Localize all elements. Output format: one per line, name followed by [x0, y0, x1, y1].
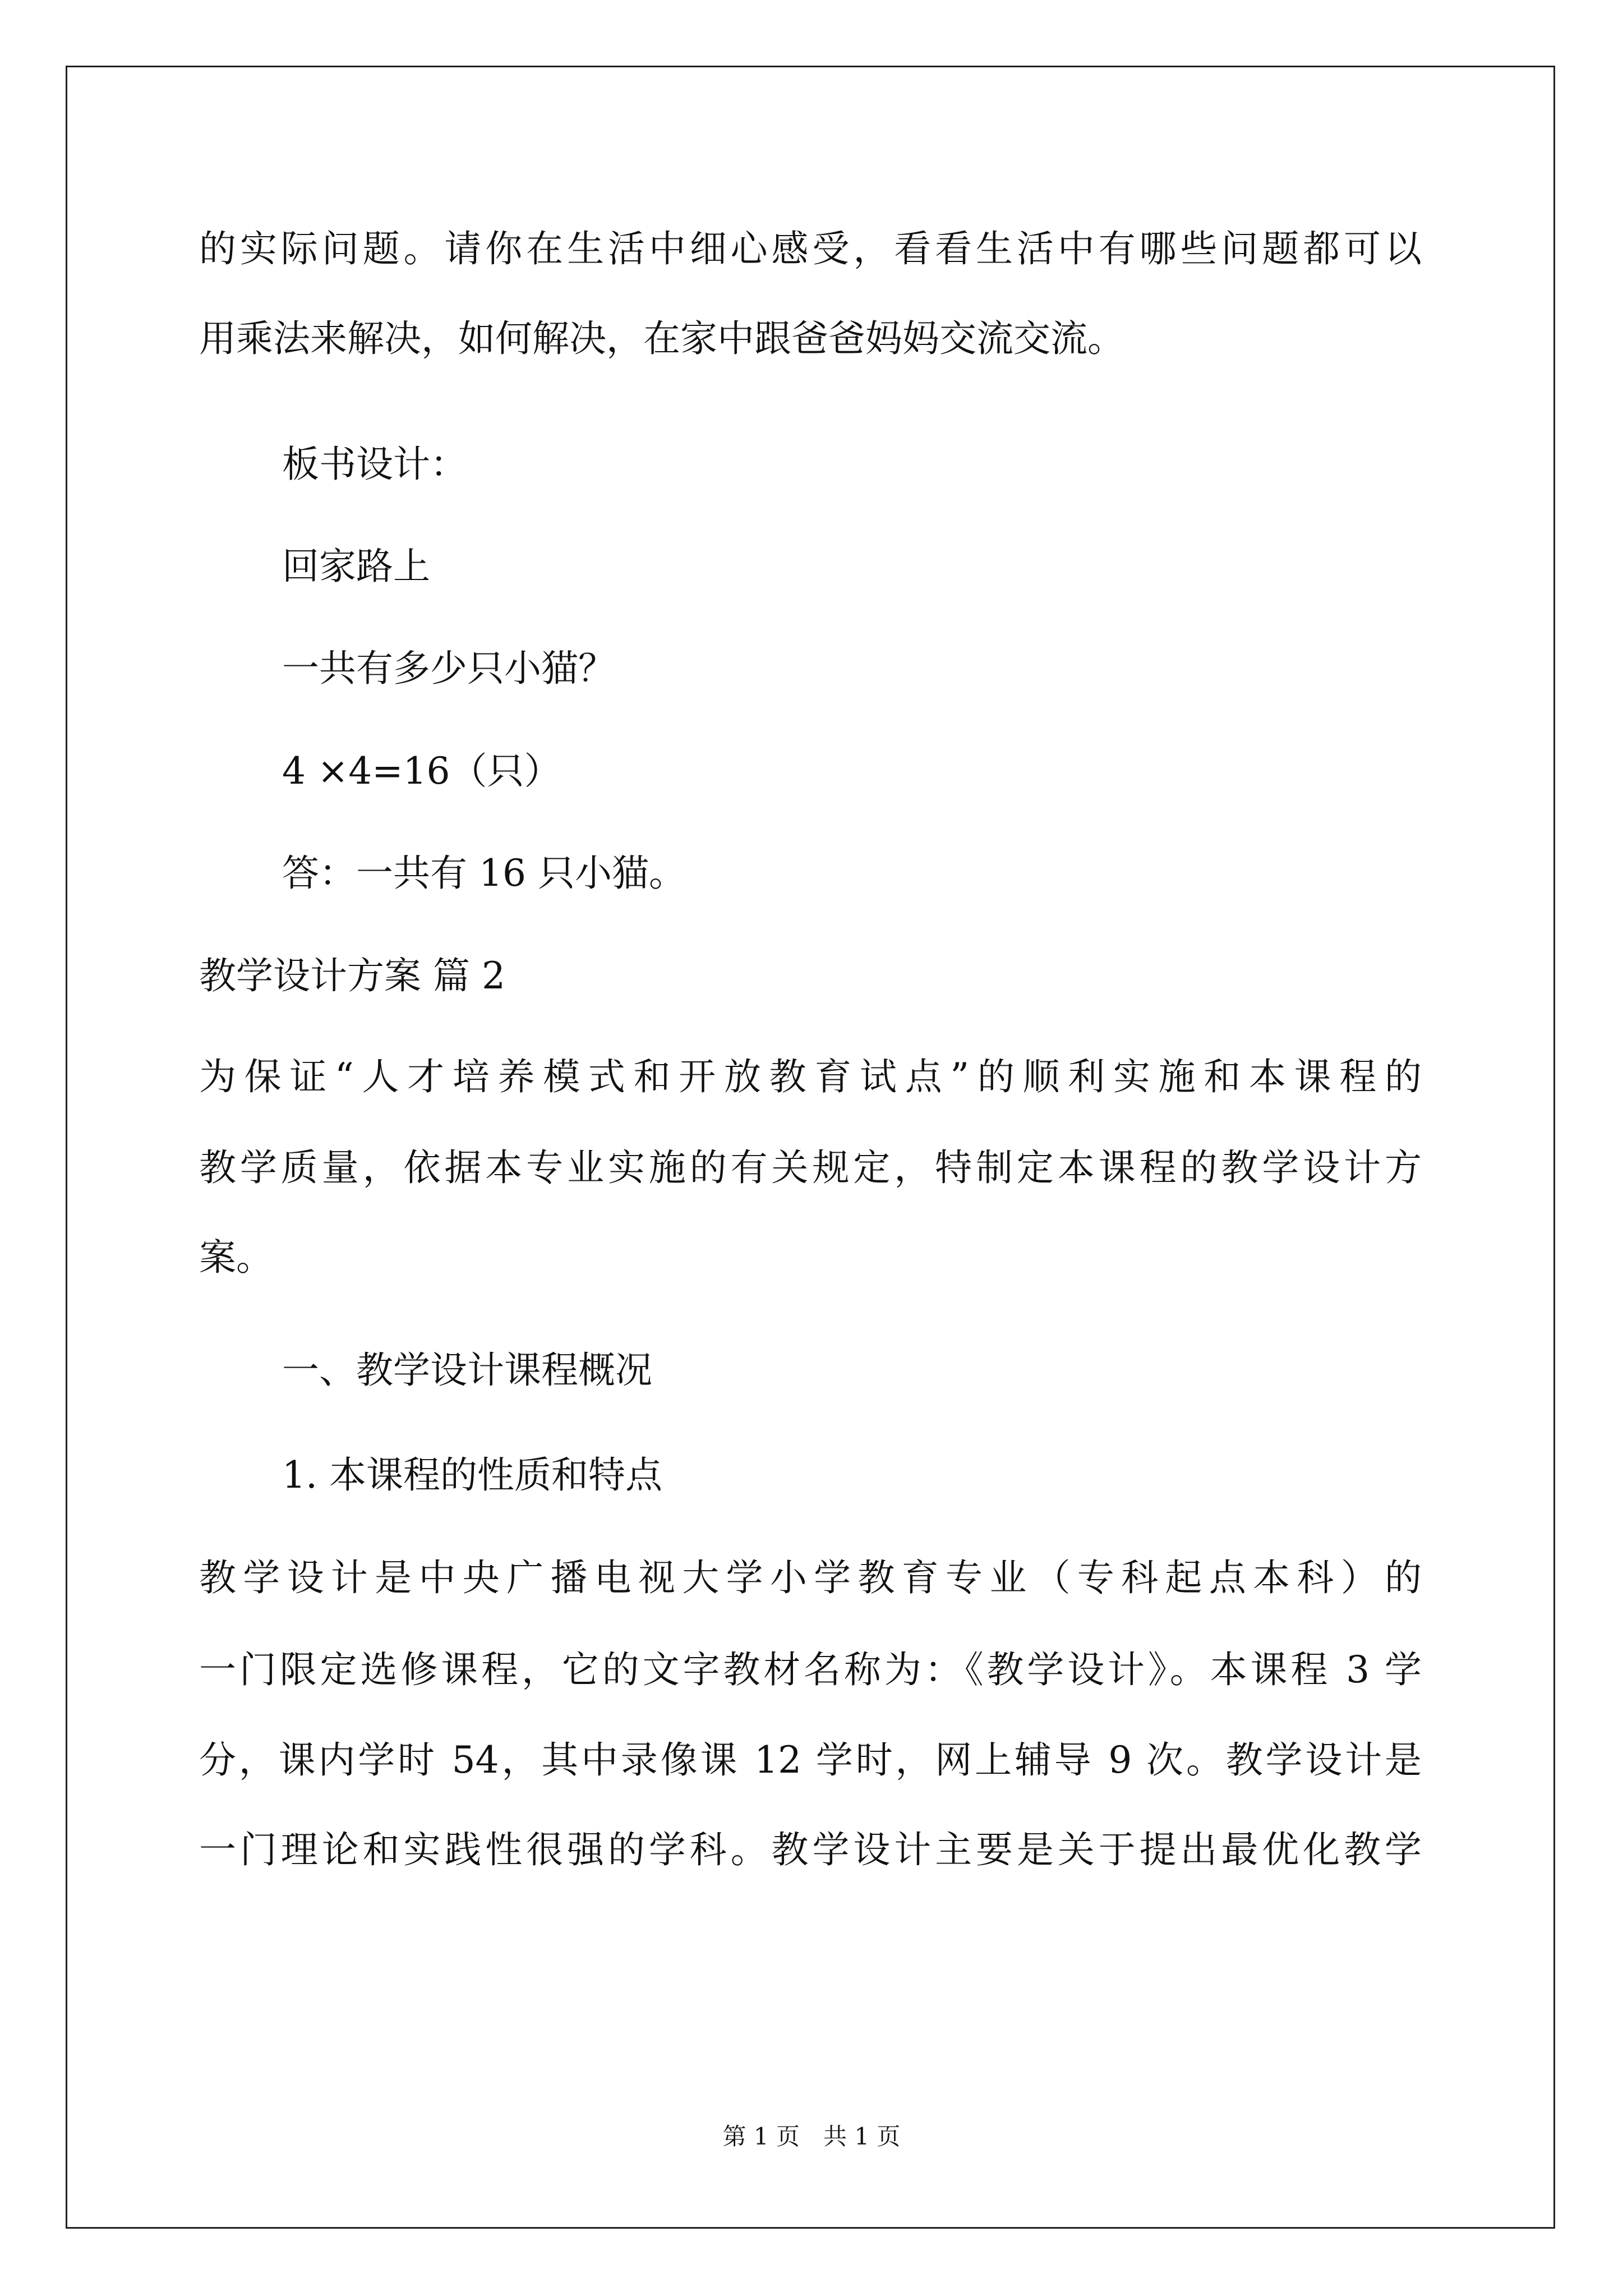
section-heading: 教学设计方案 篇 2	[199, 954, 505, 997]
text-line-14: 教学设计是中央广播电视大学小学教育专业（专科起点本科）的	[199, 1556, 1422, 1599]
text-line-17: 一门理论和实践性很强的学科。教学设计主要是关于提出最优化教学	[199, 1828, 1422, 1871]
text-line-7: 答：一共有 16 只小猫。	[282, 852, 686, 895]
text-line-6: 4 ×4=16（只）	[282, 749, 561, 793]
text-line-1: 的实际问题。请你在生活中细心感受，看看生活中有哪些问题都可以	[199, 227, 1422, 270]
text-line-15: 一门限定选修课程，它的文字教材名称为：《教学设计》。本课程 3 学	[199, 1648, 1422, 1691]
text-line-16: 分，课内学时 54，其中录像课 12 学时，网上辅导 9 次。教学设计是	[199, 1738, 1422, 1782]
text-line-5: 一共有多少只小猫？	[282, 647, 615, 690]
text-line-11: 案。	[199, 1236, 273, 1279]
page-footer: 第 1 页 共 1 页	[722, 2123, 901, 2150]
text-line-12: 一、教学设计课程概况	[282, 1349, 652, 1392]
text-line-13: 1. 本课程的性质和特点	[282, 1453, 662, 1497]
text-line-3: 板书设计：	[282, 443, 467, 486]
text-line-2: 用乘法来解决，如何解决，在家中跟爸爸妈妈交流交流。	[199, 317, 1124, 360]
text-line-9: 为保证“人才培养模式和开放教育试点”的顺利实施和本课程的	[199, 1055, 1422, 1098]
text-line-10: 教学质量，依据本专业实施的有关规定，特制定本课程的教学设计方	[199, 1146, 1422, 1189]
text-line-4: 回家路上	[282, 545, 430, 588]
